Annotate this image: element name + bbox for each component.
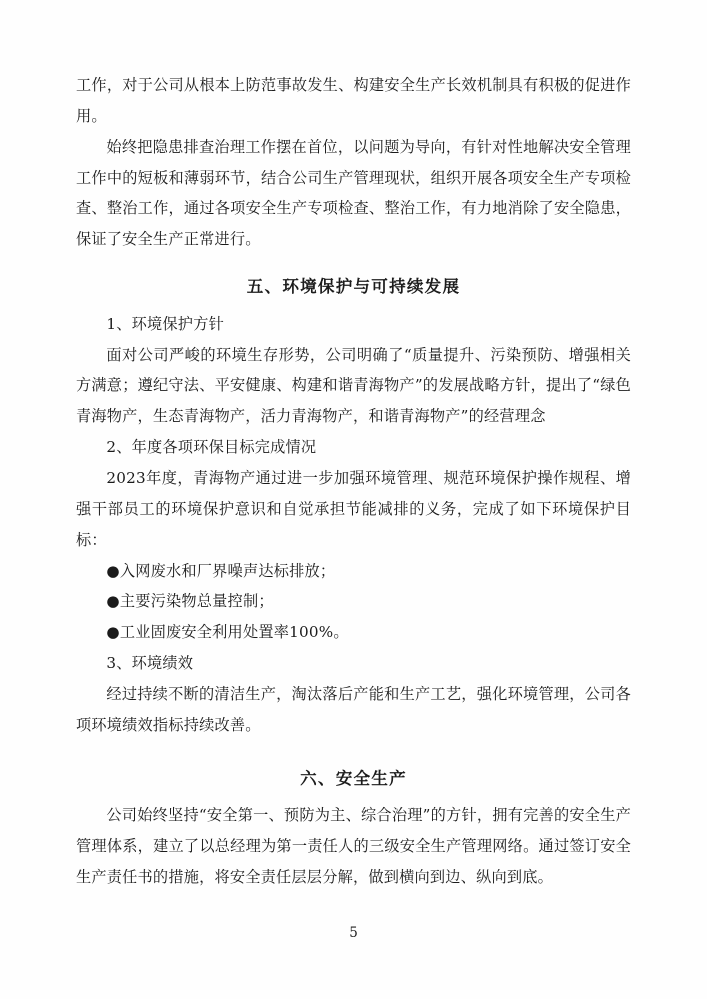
paragraph-environmental-performance: 经过持续不断的清洁生产，淘汰落后产能和生产工艺，强化环境管理，公司各项环境绩效指标持续改善。 <box>76 684 631 734</box>
list-item-solid-waste: ●工业固废安全利用处置率100%。 <box>106 623 349 642</box>
section-heading-six: 六、安全生产 <box>300 767 407 788</box>
section-heading-five: 五、环境保护与可持续发展 <box>246 276 461 297</box>
paragraph-hazard-investigation: 始终把隐患排查治理工作摆在首位，以问题为导向，有针对性地解决安全管理工作中的短板和薄弱环节，结合公司生产管理现状，组织开展各项安全生产专项检查、整治工作，通过各项安全生产专项检查、整治工作，有力地消除了安全隐患，保证了安全生产正常进行。 <box>76 137 631 249</box>
paragraph-annual-targets: 2023年度，青海物产通过进一步加强环境管理、规范环境保护操作规程、增强干部员工的环境保护意识和自觉承担节能减排的义务，完成了如下环境保护目标： <box>76 468 631 549</box>
subheading-annual-targets: 2、年度各项环保目标完成情况 <box>106 438 317 457</box>
list-item-pollutant-control: ●主要污染物总量控制； <box>106 592 274 611</box>
page-number: 5 <box>349 925 358 941</box>
list-item-wastewater-noise: ●入网废水和厂界噪声达标排放； <box>106 561 336 580</box>
paragraph-continuation: 工作，对于公司从根本上防范事故发生、构建安全生产长效机制具有积极的促进作用。 <box>76 76 631 125</box>
paragraph-safety-production: 公司始终坚持“安全第一、预防为主、综合治理”的方针，拥有完善的安全生产管理体系，建立了以总经理为第一责任人的三级安全生产管理网络。通过签订安全生产责任书的措施，将安全责任层层分解，做到横向到边、纵向到底。 <box>76 806 631 886</box>
subheading-environment-policy: 1、环境保护方针 <box>106 314 224 333</box>
spacer <box>76 255 631 257</box>
spacer <box>76 741 631 749</box>
document-body <box>76 70 631 893</box>
subheading-environmental-performance: 3、环境绩效 <box>106 654 194 673</box>
paragraph-strategy-policy: 面对公司严峻的环境生存形势，公司明确了“质量提升、污染预防、增强相关方满意；遵纪守法、平安健康、构建和谐青海物产”的发展战略方针，提出了“绿色青海物产，生态青海物产，活力青海物产，和谐青海物产”的经营理念 <box>76 345 631 426</box>
